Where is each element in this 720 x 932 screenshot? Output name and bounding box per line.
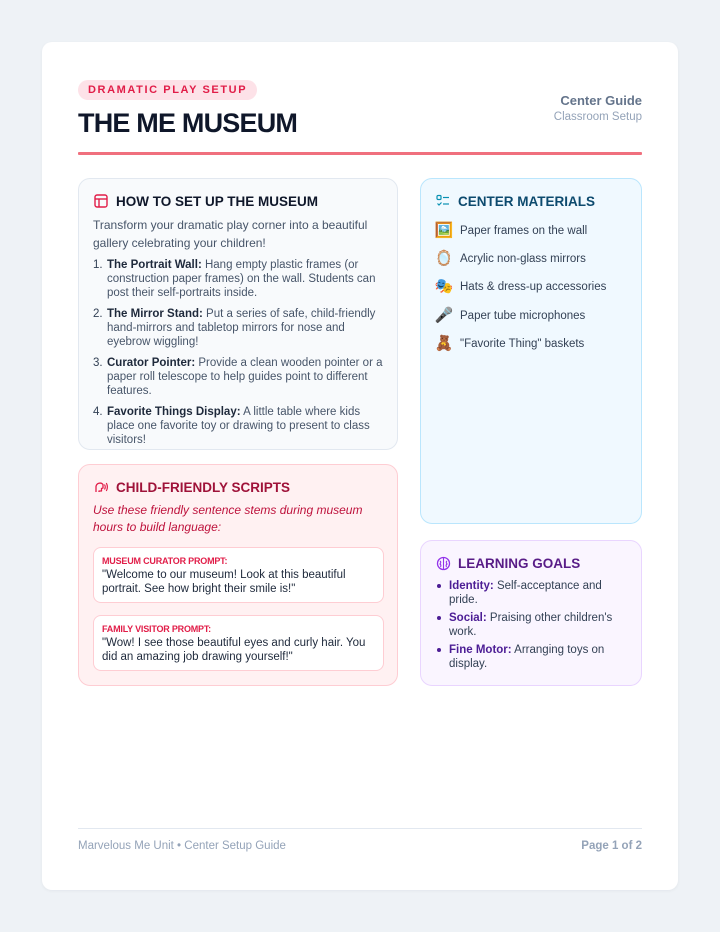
layout-icon (93, 193, 109, 209)
category-tag: DRAMATIC PLAY SETUP (78, 80, 257, 100)
mirror-icon: 🪞 (434, 250, 454, 268)
setup-intro: Transform your dramatic play corner into a beautiful gallery celebrating your children! (93, 218, 368, 250)
setup-step: 2. The Mirror Stand: Put a series of safe, child-friendly hand-mirrors and tabletop mirrors for nose and eyebrow wiggling! (93, 308, 376, 348)
guide-subtitle: Classroom Setup (553, 111, 642, 123)
scripts-card (78, 464, 398, 686)
material-item: 🪞 Acrylic non-glass mirrors (434, 250, 586, 268)
prompt-text: "Wow! I see those beautiful eyes and curly hair. You did an amazing job drawing yourself!" (102, 637, 366, 663)
goal-item: Identity: Self-acceptance and pride. (435, 579, 625, 607)
page-title: THE ME MUSEUM (78, 108, 298, 138)
theater-masks-icon: 🎭 (434, 278, 454, 296)
material-item: 🖼️ Paper frames on the wall (434, 222, 588, 239)
page-header (78, 80, 642, 156)
setup-step: 1. The Portrait Wall: Hang empty plastic frames (or construction paper frames) on the wall. Students can post their self-portraits inside. (93, 259, 376, 299)
curator-prompt (93, 547, 384, 603)
prompt-label: MUSEUM CURATOR PROMPT: (102, 556, 228, 566)
prompt-label: FAMILY VISITOR PROMPT: (102, 624, 211, 634)
scripts-heading-text: CHILD-FRIENDLY SCRIPTS (116, 479, 291, 495)
footer-unit-label: Marvelous Me Unit • Center Setup Guide (78, 840, 286, 852)
brain-icon (435, 555, 451, 571)
material-item: 🧸 "Favorite Thing" baskets (434, 334, 585, 352)
framed-picture-icon: 🖼️ (434, 222, 454, 239)
materials-heading (435, 193, 595, 209)
guide-info (554, 93, 642, 125)
goals-heading (435, 555, 580, 571)
goal-item: Social: Praising other children's work. (435, 611, 625, 639)
footer-divider (78, 828, 642, 829)
speaking-head-icon (93, 479, 109, 495)
scripts-intro: Use these friendly sentence stems during museum hours to build language: (93, 503, 363, 534)
checklist-icon (435, 193, 451, 209)
material-item: 🎭 Hats & dress-up accessories (434, 278, 607, 296)
scripts-heading (93, 479, 290, 495)
materials-list (435, 221, 606, 362)
setup-step: 4. Favorite Things Display: A little table where kids place one favorite toy or drawing to present to class visitors! (93, 406, 370, 446)
setup-card (78, 178, 398, 450)
materials-card (420, 178, 642, 524)
worksheet-page (42, 42, 678, 890)
goals-list (435, 579, 625, 675)
teddy-bear-icon: 🧸 (434, 334, 454, 352)
goals-card (420, 540, 642, 686)
header-divider (78, 152, 642, 155)
goal-item: Fine Motor: Arranging toys on display. (435, 643, 625, 671)
page-number: Page 1 of 2 (581, 840, 642, 852)
setup-step: 3. Curator Pointer: Provide a clean wooden pointer or a paper roll telescope to help guides point to different features. (93, 357, 383, 397)
materials-heading-text: CENTER MATERIALS (458, 193, 595, 209)
goals-heading-text: LEARNING GOALS (458, 555, 581, 571)
material-item: 🎤 Paper tube microphones (434, 306, 586, 324)
setup-heading (93, 193, 318, 209)
setup-steps (93, 258, 389, 454)
visitor-prompt (93, 615, 384, 671)
prompt-text: "Welcome to our museum! Look at this beautiful portrait. See how bright their smile is!" (102, 569, 346, 595)
guide-title: Center Guide (560, 93, 642, 108)
microphone-icon: 🎤 (434, 306, 454, 324)
setup-heading-text: HOW TO SET UP THE MUSEUM (116, 193, 319, 209)
